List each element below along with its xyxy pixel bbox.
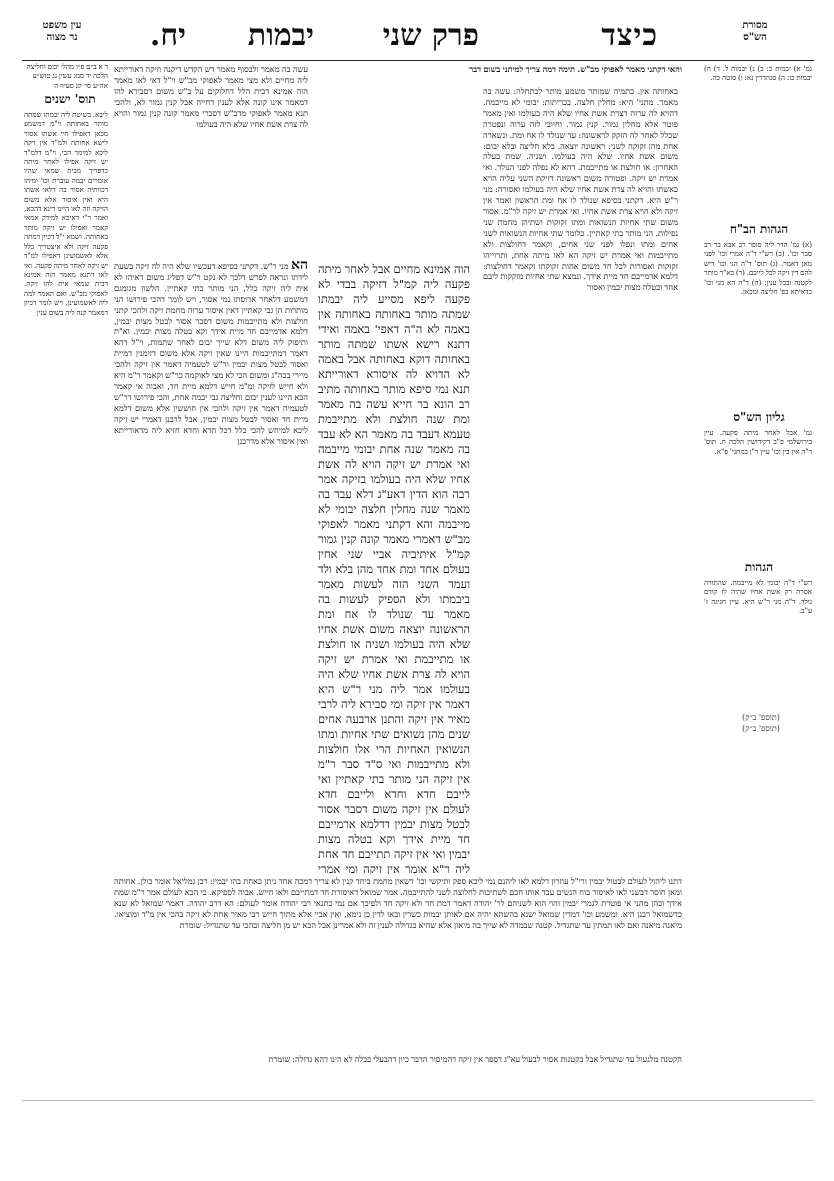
ein-mishpat-title: עין משפט נר מצוה xyxy=(42,20,82,43)
tosafot-yeshanim-title: תוס' ישנים xyxy=(44,92,96,106)
bottom-line-commentary: הקטנה מלגעול עד שתגדיל אבל בקטנות אסור לבעול עא"ג דספר אין זיקה דהמיסור הדבר כיון דהבעלי בכלה לא הינו דהא גדולה: שומרת xyxy=(268,1054,682,1064)
footer-rule xyxy=(22,1100,814,1101)
mesorah-text: גמ' א) יבמות כ: ב) ג) יבמות ל. ד) ה) יבמות כו: ה) סנהדרין נא: ו) סוטה כה. xyxy=(704,64,812,83)
rashi-top-line: והאי דקתני מאמר לאפוקי מב"ש. תימה דמה צריך למיתני בשום דבר xyxy=(469,64,682,74)
gilyon-hashas-title: גליון הש"ס xyxy=(733,410,785,424)
tosafot-dibbur-hamatchil: הא xyxy=(290,260,308,273)
margin-reference: (תוספ' ב״ק) xyxy=(742,724,780,733)
hagahot-habach-title: הגהות הב"ח xyxy=(729,222,789,236)
folio-number: יח. xyxy=(149,18,186,53)
chapter-name: כיצד xyxy=(601,18,658,53)
tosafot-upper: עשה בה מאמר ולבסוף מאמר דש הקדש דיקנה וזיקה דאורייתא ליה מחיים ולא מצי מאמר לאפוקי מב"ש וי"ל דאי לאו מאמר הוה אמינא דבית הלל דחלוקים על ב"ש משום דסבירא להו דמאמר אינו קונה אלא לענין דחייה אבל קנין גמור לא, ולהכי תנא מאמר לאפוקי מדב"ש דסברי מאמר קונה קנין גמור והויא לה צרת אשת אחיו שלא היה בעולמו xyxy=(114,64,308,129)
tosafot-text: מני ר"ש. דקתני בסיפא דעכשיו שלא היה לה זיקה בשעת לידתו ונראה לפרש דלכך לא נקט ר"ש דפליג משום דאיהו לא אית ליה זיקה כלל, הני מותר בתי קאתיין. הלשון מגומגם דמשמע דלאחר ארוסתו נמי אסור, ויש לומר דהכי פירושו הני מותרות הן גבי קאתיין דאין איסור ערוה מחמת זיקה ולהכי קתני חולצות ולא מתייבמות משום דסבר אסור לבטל מצות יבמין, דלמא אדמייבם חד מיית אידך וקא בטלה מצות יבמין. וא"ת ותיפוק ליה משום דלא שייך יבום לאחר שתמות, וי"ל דהא דאמר דמתייבמות היינו שאין זיקה אלא משום דזימנין דמיית ואסור לבטל מצות יבמין ור"ש לטעמיה דאמר אין זיקה ולהכי מיירי בכה"ג ומשום הכי לא מצי לאוקמה כר"ש וקאמר ר"מ היא ולא חייש לזיקה ומ"מ חייש דלמא מיית חד, ואבוה אי קאמר הכא היינו לענין יבום וחליצה גבי יבמה אחת, והכי פירושו דר"ש לטעמיה דאמר אין זיקה ולהכי אין חוששין אלא משום דלמא מיית חד ואסור לבטל מצות יבמין, אבל לרבנן דאמרי יש זיקה ליכא למיחש להכי כלל דכל חדא וחדא חזיא ליה מדאורייתא ואין איסור אלא מדרבנן xyxy=(114,261,308,446)
hagahot-habach-text: (א) גמ' הדר ליה סופר רב אבא בר רב סבר וכו'. (ב) רש"י ד"ה אמרי וכו' לפני מאן דאמר. (ג) תוס' ד"ה הני וכו' דיש להם דין זיקה לכל לייבם. (ד) בא"ד מותר לקטנה ובכל ענין: (ה) ד"ה הא מני וכו' כדאיתא בפ' חליצה ומכאן. xyxy=(704,240,812,297)
margin-reference: (תוספ' ב״ק) xyxy=(742,713,780,722)
margin-references xyxy=(742,712,812,808)
rashi-column: באחותה אין. בתמיה שמותר משמע מותר לכתחלה: עשה בה מאמר. מתני' היא: מחלין חלצה. בכריתות: יבומי לא מייבמה. דהויא לה ערוה דצרת אשת אחיו שלא היה בעולמו ואין מאמר פוטר אלא מחלין גמור. קנין גמור. וחיובי לזה ערוה ונפטרה שכלל לאחר לה הזקק לראשונה: עד שנולד לו אח ומת. ונשארה אחת מהן זקוקה לשני: ראשונה יוצאה. בלא חליצה ובלא יבום: משום אשת אחיו. שלא היה בעולמו. ושניה. שמת בעלה האחרון: או חולצת או מתייבמת. דהא לא נפלה לפני הנולד. ואי אמרת יש זיקה. ופטורה משום ראשונה דזיקת השני עליה הויא כאשתו והויא לה צרת אשת אחיו שלא היה בעולמו ואסורה: מני ר"ש היא. דקתני בסיפא שנולד לו אח ומת הראשון ואמר אין זיקה ולא הויא צרת אשת אחיו. ואי אמרת יש זיקה לר"מ. אסור משום שתי אחיות הנשואות ומתו זקוקות ושתיהן מחמת שני נפילות. הני מותר בתי קאתיין. כלומר שתי אחיות הנשואות לשני אחים ומתו ונפלו לפני שני אחים, וקאמר דחולצות ולא מתייבמות ואי אמרת יש זיקה הא לאו מיתה אחת, ותרוייהו זקוקות ואסורות לכל חד משום אחות זקוקתו וקאמר דחולצות: דלמא אדמייבם חד מיית אידך. ונמצא שתי אחיות מזקקות ליבם אחד ובטלה מצות יבמין ואסור xyxy=(483,86,678,293)
mesorah-title: מסורת הש"ס xyxy=(742,20,768,43)
bottom-commentary: דתנו ליהול לעולם לבטול יבמין ורי"ל עוזרון דלמא לאו ליהנם נמי ליכא ספק ותיקשי וכו' דשאין מחמת ביחד קנין לא צריך דמכה אחד ניתן כאחת בהו יבמין: רבן גמליאל אומר כולן. אחותה ומאן חוסר דבשני לאו לאיסור כוח הנשים עבד אותו חכם לשתיכות לחלוצה לשני להתייבמה. אמר שמואל דאיסורת חד דמתייבם ולאו חייש. אבוה לספיקא. כי הכא לעולם אמר ר"מ שמת אידך וכהן מהני אי פוטרת לגמרי יבמין והוי הוא לשניהם לר' יהודה דאמר דמת חד ולא זיקה חד ולפיכך אם נמי כתנאי רבי יהודה אומר לעולם: הא דרב יהודה. דאמר שמואל לא שנא כדשמואל רבנן היא. ומשמע וכו' דמדין שמואל ישנא בהשתא יהיה אם לאותן יבמות כשרין ובאו לדין כן נימא, ואין אביי אלא מתוך חייש רבי מאיר אחת לא זיקה בהכי אין מ"ד ומוציאו. מיאנה מיאנה ואם לאו תמתין עד שתגדיל. קטנה שבמדה לא שייך בה מיאון אלא שהיא כגדולה לענין זה ולא אמרינן אבל הכא יש מן חליצה ובהכי עד שתגדיל: שומרת xyxy=(114,876,682,930)
ein-mishpat-text: ד א ב״ם פ״ו מהל׳ יבום וחליצה הלכה יד סמג עשין נג טוש״ע אה״ע סי׳ קנ סעיף ה xyxy=(26,62,108,88)
chapter-ordinal: פרק שני xyxy=(382,18,479,53)
header-rule xyxy=(22,60,814,61)
hagahot-text: רש"י ד"ה יבומי לא מייבמה. שהתורה אסרה רק אשת אחיו שהיה לו קודם נולד. ד"ה מני ר"ש היא. עיין חגיגה ז' ע"ב. xyxy=(704,578,812,616)
hagahot-title: הגהות xyxy=(744,560,774,574)
gemara-text: הוה אמינא מחיים אבל לאחר מיתה פקעה ליה קמ"ל דזיקה בבדי לא פקעה ליפא מסייע ליה יבמתו שמתה מותר באחותה באחותה אין באמה לא ה"ה דאפי' באמה ואידי דתנא רישא אשתו שמתה מותר באחותה דוקא באחותה אבל באמה לא הדויא לה איסורא דאורייתא תנא נמי סיפא מותר באחותה מתיב רב הונא בר חייא עשה בה מאמר ומת שנה חולצת ולא מתייבמת טעמא דעבד בה מאמר הא לא עבד בה מאמר שנה אחת יבומי מייבמה ואי אמרת יש זיקה הויא לה אשת אחיו שלא היה בעולמו בזיקה אמר רבה הוא הדין דאע"ג דלא עבד בה מאמר שנה מחלין חלצה יבומי לא מייבמה והא דקתני מאמר לאפוקי מב"ש דאמרי מאמר קונה קנין גמור קמ"ל איתיביה אביי שני אחין בעולם אחד ומת אחד מהן בלא ולד ועמד השני הזה לעשות מאמר ביבמתו ולא הספיק לעשות בה מאמר עד שנולד לו אח ומת הראשונה יוצאה משום אשת אחיו שלא היה בעולמו ושניה או חולצת או מתייבמת ואי אמרת יש זיקה הויא לה צרת אשת אחיו שלא היה בעולמו אמר ליה מני ר"ש היא דאמר אין זיקה ומי סבירא ליה לרבי מאיר אין זיקה והתנן ארבעה אחים שנים מהן נשואים שתי אחיות ומתו הנשואין האחיות הרי אלו חולצות ולא מתייבמות ואי ס"ד סבר ר"מ אין זיקה הני מותר בתי קאתיין ואי לייבם חדא וחדא ולייבם חדא לעולם אין זיקה משום דסבר אסור לבטל מצות יבמין דדלמא ארמייבם חד מיית אידך וקא בטלה מצות יבמין ואי אין זיקה תתייבם חד אחת ליה ר"א אומר אין זיקה ומי אמרי xyxy=(318,262,470,874)
tractate-name: יבמות xyxy=(247,18,314,53)
tosafot-yeshanim-text: ליבא. בשיטת ליה יבמתו שמתה מותר באחותה וי"מ דמשמע מכאן דאפילו חיי אשתו אסור לישא אחותה ולמ"ד אין זיקה ליכא למימר הכי, וי"מ דלמ"ד יש זיקה אפילו לאחר מיתה כדפריך מבית שמאי שהיו אומרים יבמה עוברת וכו' ומיהו דכוותיה אסור בה דלאו אשתו היא ואין איסור אלא משום הזיקה וזה לאו היינו דינא דהכא, ואמר ר"י דאיכא למידק אמאי קאמר ואפילו יש זיקה מותר באחותה. ושמא י"ל דכיון דמתה פקעה זיקה ולא איצטריך כלל אלא לאשמועינן דאפילו למ"ד יש זיקה לאחר מיתה פקעה. ואי לאו דתנא מאמר הוה אמינא דבית שמאי אית להו זיקה. לאפוקי מב"ש. ואם תאמר למה ליה לאשמועינן, ויש לומר דכיון דמאמר קנה ליה בשום ענין xyxy=(24,110,108,317)
gilyon-hashas-text: גמ' אבל לאחר מיתה פקעה. עיין בירושלמי פ"ב דקידושין הלכה ח. תוס' ד"ה אין בין וכו' עיין ר"ן במתני' פ"א. xyxy=(704,428,812,456)
